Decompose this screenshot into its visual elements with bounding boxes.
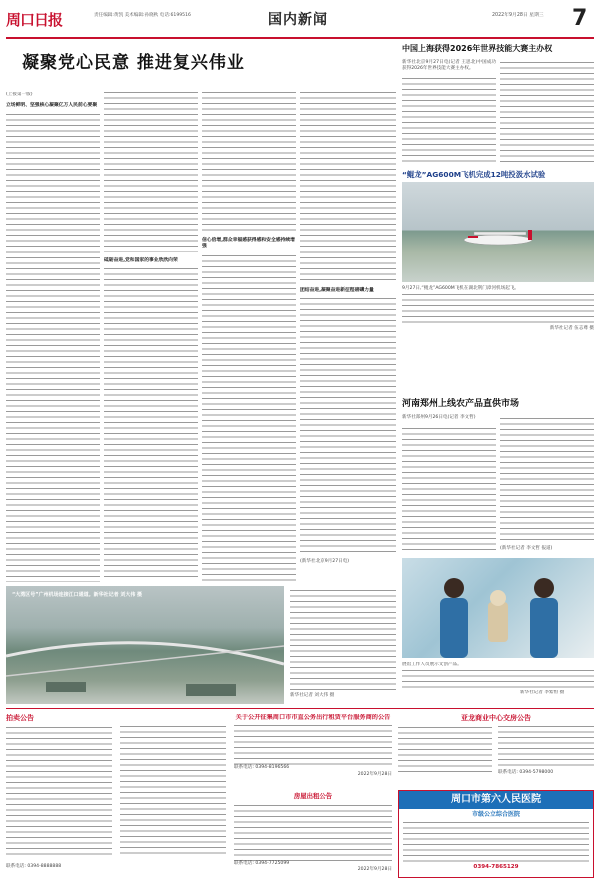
page-number: 7	[572, 6, 588, 31]
farm-article	[402, 398, 594, 556]
body-text-block	[398, 727, 492, 775]
rental-ad	[234, 714, 392, 790]
handover-title: 亚龙商业中心交房公告	[461, 714, 531, 722]
ag600-photo	[402, 182, 594, 282]
hospital-name: 周口市第六人民医院	[399, 791, 593, 809]
aerial-caption-column	[290, 590, 396, 702]
body-text-block	[104, 92, 198, 252]
ag600-headline: “鲲龙”AG600M飞机完成12吨投汲水试验	[402, 170, 546, 179]
housing-contact: 联系电话: 0394-7725099	[234, 860, 290, 866]
ag600-caption: 9月27日,“鲲龙”AG600M飞机在湖北荆门漳河机场起飞。	[402, 286, 520, 291]
body-text-block	[104, 268, 198, 578]
body-text-block	[300, 298, 396, 556]
body-text-block	[202, 255, 296, 582]
ag600-credit: 新华社记者 伍志尊 摄	[549, 326, 594, 331]
skills-lead: 新华社北京9月27日电(记者 王思北)中国成功获得2026年世界技能大赛主办权。	[402, 59, 496, 72]
body-text-block	[234, 725, 392, 765]
aerial-photo-caption: “大湾区号”广州机场连接江口通道。新华社记者 刘大伟 摄	[12, 592, 143, 598]
skills-headline: 中国上海获得2026年世界技能大赛主办权	[402, 44, 553, 53]
lead-column-2	[104, 92, 198, 582]
seaplane-icon	[402, 182, 594, 282]
rental-title: 关于公开征集周口市市直公务出行租赁平台服务商的公告	[235, 714, 391, 721]
body-text-block	[403, 822, 589, 862]
farm-headline: 河南郑州上线农产品直供市场	[402, 399, 520, 409]
body-text-block	[300, 92, 396, 282]
auction-contact: 联系电话: 0394-8888888	[6, 864, 62, 869]
farm-byline: (新华社记者 李文哲 报道)	[500, 546, 553, 551]
subhead: 团结奋进,凝聚奋进新征程磅礴力量	[300, 288, 374, 293]
masthead	[6, 4, 594, 38]
body-text-block	[402, 294, 594, 324]
housing-title: 房屋出租公告	[293, 792, 333, 800]
ag600-article	[402, 170, 594, 398]
handover-ad	[398, 714, 594, 784]
dateline: (新华社北京9月27日电)	[300, 559, 350, 565]
subhead: 立场鲜明、坚强核心凝聚亿万人民前心要聚	[6, 103, 98, 109]
hospital-ad	[398, 790, 594, 878]
subhead: 砥砺奋进,党和国家的事业欣欣向荣	[104, 258, 178, 263]
body-text-block	[500, 418, 594, 544]
ads-rule	[6, 708, 594, 709]
hospital-phone: 0394-7865129	[473, 863, 519, 870]
body-text-block	[290, 590, 396, 690]
culture-photo	[402, 558, 594, 658]
issue-date: 2022年9月28日 星期三	[492, 13, 544, 18]
aerial-photo	[6, 586, 284, 704]
newspaper-logo: 周口日报	[6, 11, 63, 29]
body-text-block	[6, 727, 112, 857]
subhead: 信心倍增,群众幸福感获得感和安全感持续增强	[202, 238, 295, 250]
hospital-subtitle: 市级公立综合医院	[471, 810, 520, 818]
culture-caption: 展馆工作人员展示文创产品。	[402, 662, 462, 667]
body-text-block	[402, 78, 496, 166]
housing-ad	[234, 792, 392, 878]
section-title: 国内新闻	[268, 12, 328, 28]
lead-column-1	[6, 92, 100, 582]
skills-article	[402, 44, 594, 168]
body-text-block	[234, 805, 392, 861]
editor-info: 责任编辑:黄凯 美术编辑:孙晓秋 电话:6199516	[94, 13, 191, 18]
auction-ad	[6, 714, 228, 878]
rental-date: 2022年9月28日	[357, 771, 392, 777]
body-text-block	[500, 62, 594, 166]
farm-dateline: 新华社郑州9月26日电(记者 李文哲)	[402, 415, 476, 421]
exhibitors-icon	[402, 558, 594, 658]
lead-headline: 凝聚党心民意 推进复兴伟业	[22, 53, 245, 73]
aerial-credit: 新华社记者 刘大伟 摄	[290, 693, 335, 698]
body-text-block	[402, 428, 496, 554]
culture-credit: 新华社记者 李紫恒 摄	[520, 690, 565, 695]
body-text-block	[120, 726, 226, 856]
handover-contact: 联系电话: 0394-5798000	[498, 770, 554, 775]
bridge-icon	[6, 586, 284, 704]
auction-title: 拍卖公告	[6, 714, 34, 722]
rental-contact: 联系电话: 0394-8196566	[234, 765, 290, 771]
lead-column-3	[202, 92, 296, 582]
body-text-block	[6, 114, 100, 582]
body-text-block	[498, 726, 594, 766]
lead-column-4	[300, 92, 396, 582]
body-text-block	[402, 670, 594, 688]
body-text-block	[202, 92, 296, 232]
masthead-rule	[6, 37, 594, 39]
housing-date: 2022年9月28日	[357, 866, 392, 872]
series-tag: (上接第一版)	[6, 92, 33, 97]
